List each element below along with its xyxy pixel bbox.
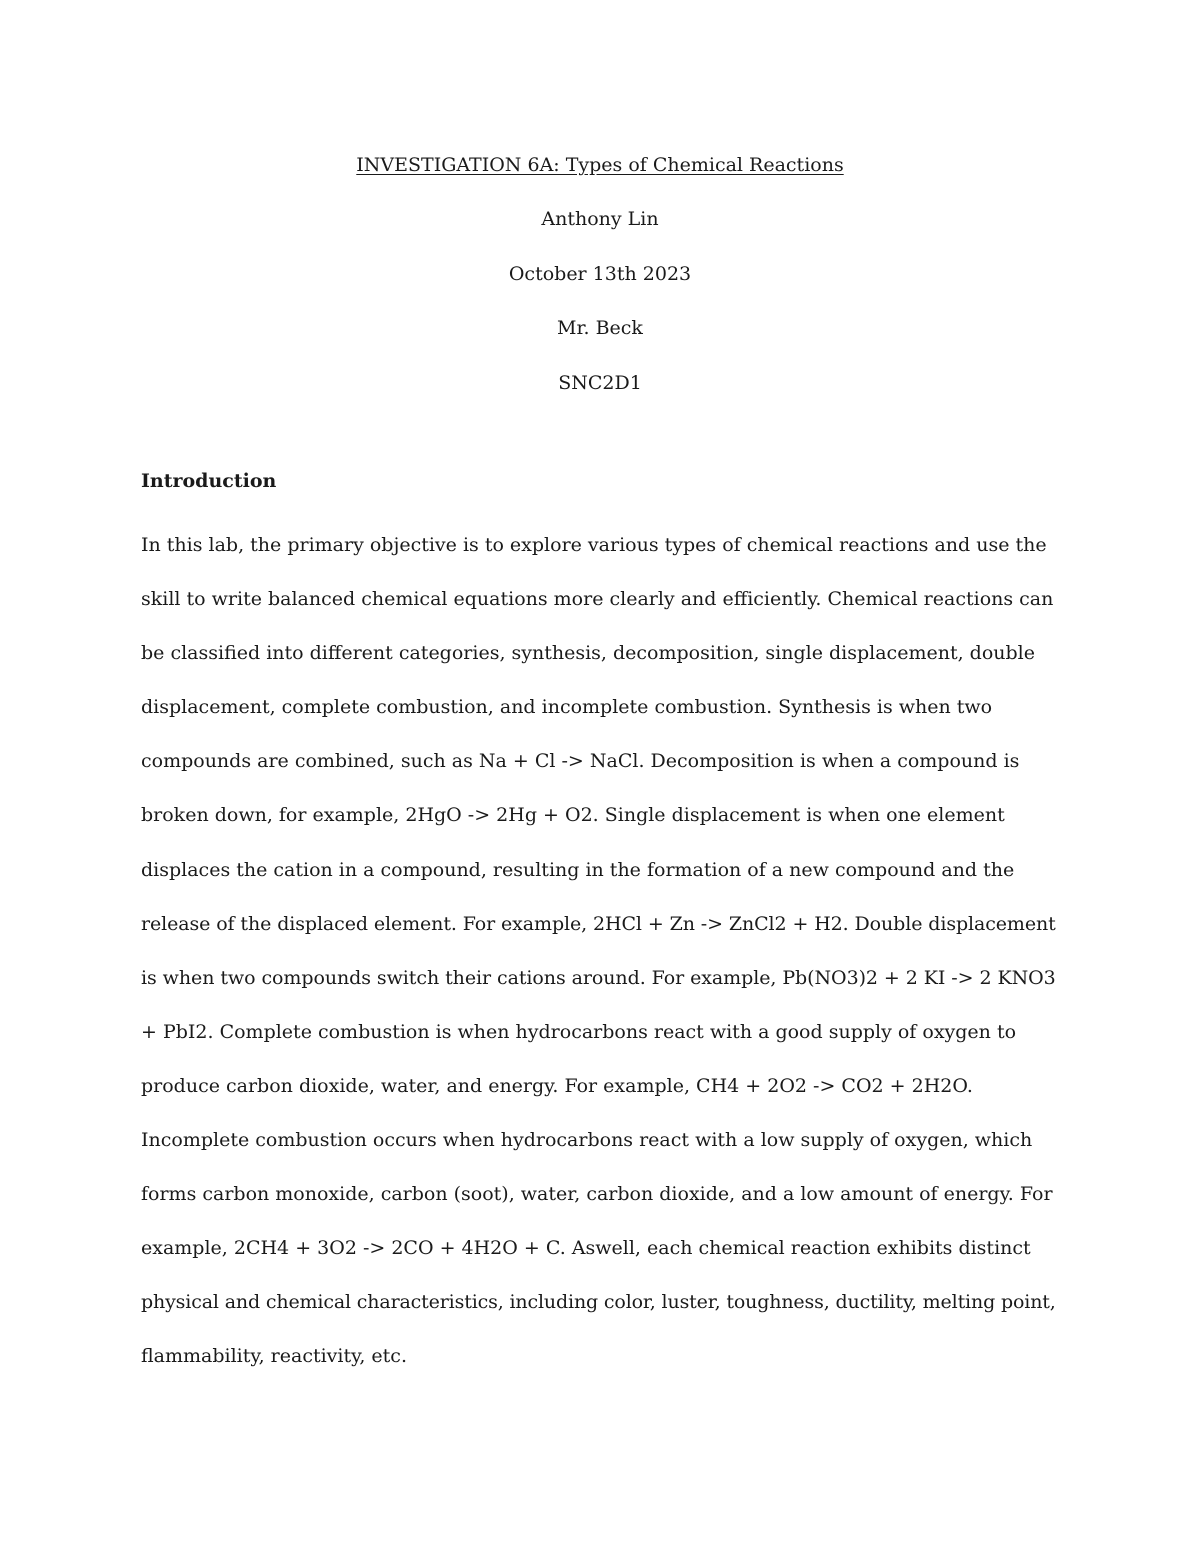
introduction-paragraph [141,518,1056,1384]
paragraph-line: release of the displaced element. For example, 2HCl + Zn -> ZnCl2 + H2. Double displacement [141,912,1056,935]
paragraph-line: produce carbon dioxide, water, and energy. For example, CH4 + 2O2 -> CO2 + 2H2O. [141,1074,973,1097]
paragraph-line: example, 2CH4 + 3O2 -> 2CO + 4H2O + C. Aswell, each chemical reaction exhibits distinct [141,1237,1031,1260]
teacher-name: Mr. Beck [557,317,643,340]
paragraph-line: be classified into different categories, synthesis, decomposition, single displacement, double [141,642,1035,665]
paragraph-line: displaces the cation in a compound, resulting in the formation of a new compound and the [141,858,1015,881]
author-name: Anthony Lin [541,208,659,231]
paragraph-line: forms carbon monoxide, carbon (soot), water, carbon dioxide, and a low amount of energy. For [141,1183,1053,1206]
paragraph-line: flammability, reactivity, etc. [141,1345,407,1368]
paragraph-line: Incomplete combustion occurs when hydrocarbons react with a low supply of oxygen, which [141,1129,1033,1152]
paragraph-line: displacement, complete combustion, and incomplete combustion. Synthesis is when two [141,696,993,719]
paragraph-line: compounds are combined, such as Na + Cl -> NaCl. Decomposition is when a compound is [141,750,1020,773]
title-block [0,138,1200,410]
paragraph-line: physical and chemical characteristics, including color, luster, toughness, ductility, melting point, [141,1291,1056,1314]
course-code: SNC2D1 [558,371,642,394]
paragraph-line: In this lab, the primary objective is to explore various types of chemical reactions and use the [141,534,1047,556]
document-title: INVESTIGATION 6A: Types of Chemical Reactions [356,154,844,176]
paragraph-line: + PbI2. Complete combustion is when hydrocarbons react with a good supply of oxygen to [141,1020,1017,1043]
paragraph-line: broken down, for example, 2HgO -> 2Hg + O2. Single displacement is when one element [141,804,1005,827]
paragraph-line: is when two compounds switch their cations around. For example, Pb(NO3)2 + 2 KI -> 2 KNO3 [141,966,1056,989]
paragraph-line: skill to write balanced chemical equations more clearly and efficiently. Chemical reactions can [141,588,1054,611]
document-date: October 13th 2023 [508,262,692,285]
document-title-line [0,138,1200,192]
introduction-heading: Introduction [141,470,277,492]
